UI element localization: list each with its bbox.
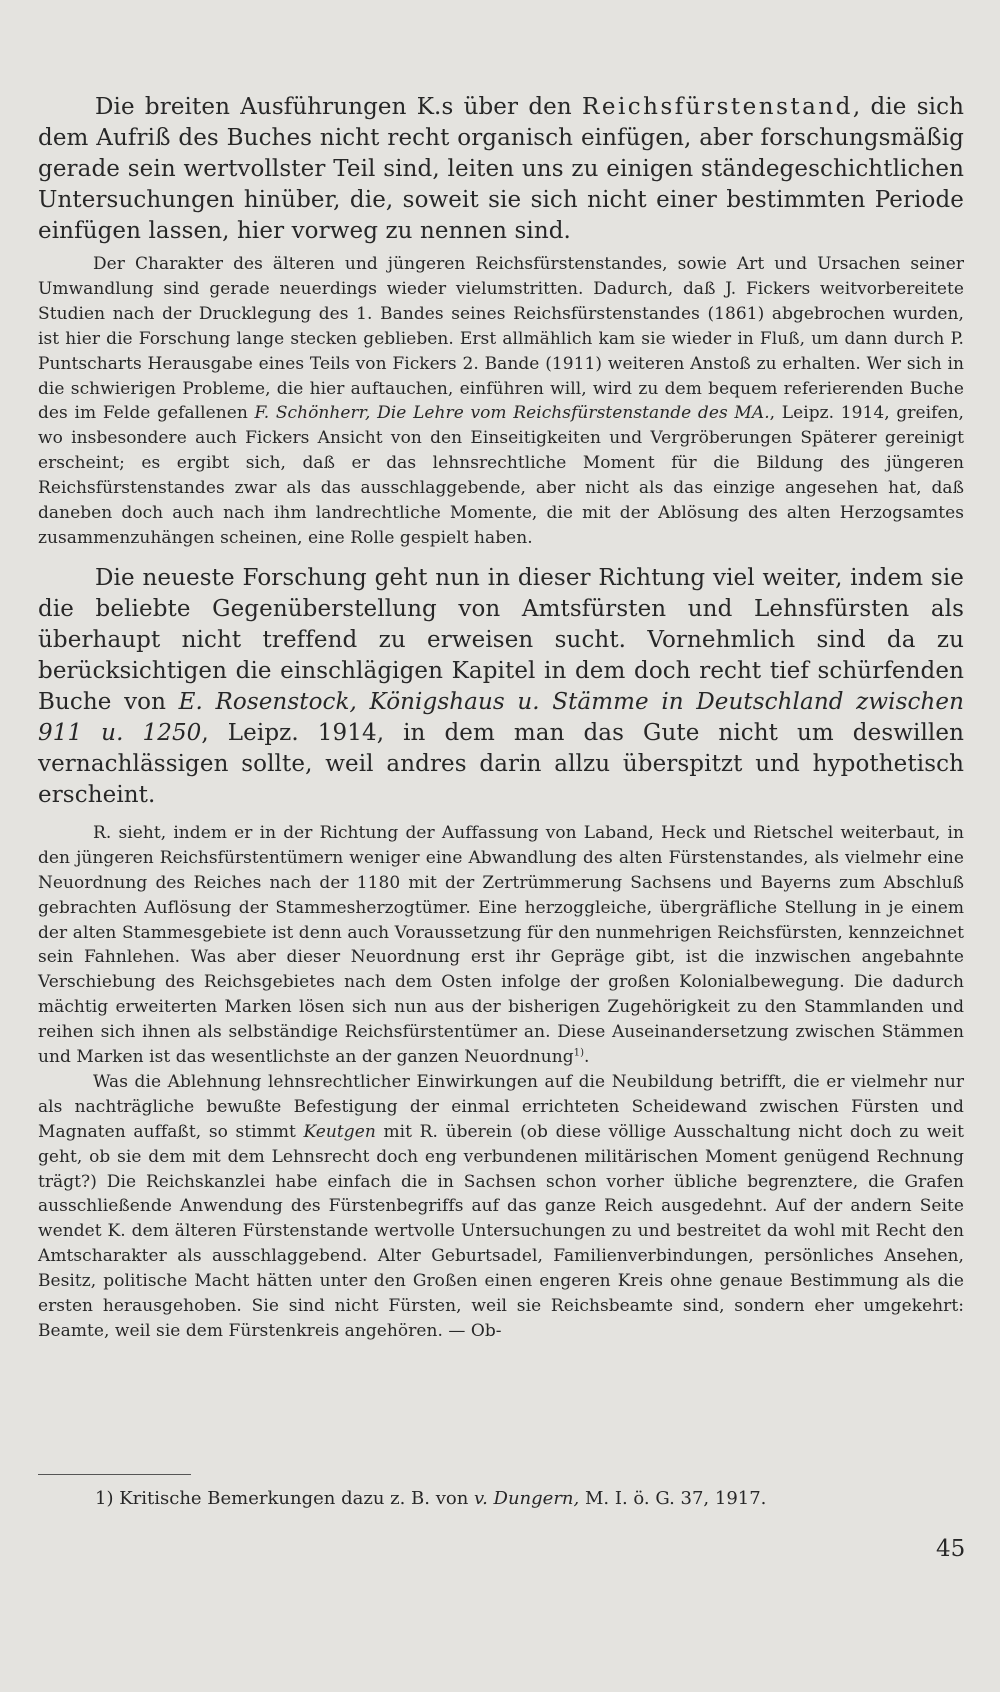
page-number: 45	[936, 1536, 966, 1562]
text-run: , Leipz. 1914, in dem man das Gute nicht um deswillen vernachlässigen sollte, weil andres darin allzu überspitzt und hypothetisch erscheint.	[38, 719, 965, 808]
spaced-emphasis-text: Reichsfürstenstand	[582, 94, 853, 120]
text-run: , Leipz. 1914, greifen, wo insbesondere auch Fickers Ansicht von den Einseitigkeiten und Vergröberungen Späterer gereinigt erscheint; es ergibt sich, daß er das lehnsrechtliche Moment für die Bildung des jüngeren Reichsfürstenstandes zwar als das ausschlaggebende, aber nicht als das einzige angesehen hat, daß daneben doch auch nach ihm landrechtliche Momente, die mit der Ablösung des alten Herzogsamtes zusammenzuhängen scheinen, eine Rolle gespielt haben.	[38, 403, 965, 548]
paragraph-rosenstock-ansicht	[38, 821, 964, 1070]
italic-text: E. Rosenstock, Königshaus u. Stämme in Deutschland zwischen 911 u. 1250	[38, 688, 964, 746]
text-run: Die neueste Forschung geht nun in dieser Richtung viel weiter, indem sie die beliebte Gegenüberstellung von Amtsfürsten und Lehnsfürsten als überhaupt nicht treffend zu erweisen sucht. Vornehmlich sind da zu berücksichtigen die einschlägigen Kapitel in dem doch recht tief schürfenden Buche von	[38, 564, 964, 715]
text-run: Der Charakter des älteren und jüngeren Reichsfürstenstandes, sowie Art und Ursachen seiner Umwandlung sind gerade neuerdings wieder vielumstritten. Dadurch, daß J. Fickers weitvorbereitete Studien nach der Drucklegung des 1. Bandes seines Reichsfürstenstandes (1861) abgebrochen wurden, ist hier die Forschung lange stecken geblieben. Erst allmählich kam sie wieder in Fluß, um dann durch P. Puntscharts Herausgabe eines Teils von Fickers 2. Bande (1911) weiteren Anstoß zu erhalten. Wer sich in die schwierigen Probleme, die hier auftauchen, einführen will, wird zu dem bequem referierenden Buche des im Felde gefallenen	[38, 254, 964, 424]
italic-text: F. Schönherr, Die Lehre vom Reichsfürstenstande des MA.	[254, 403, 770, 424]
footnote-marker: 1)	[95, 1488, 114, 1509]
footnote-text	[113, 1488, 766, 1509]
paragraph-charakter-reichsfuerstenstand	[38, 252, 964, 551]
page-body	[38, 92, 964, 1344]
footnote-reference: 1)	[573, 1047, 585, 1059]
text-run: , die sich dem Aufriß des Buches nicht recht organisch einfügen, aber forschungsmäßig gerade sein wertvollster Teil sind, leiten uns zu einigen ständegeschichtlichen Untersuchungen hinüber, die, soweit sie sich nicht einer bestimmten Periode einfügen lassen, hier vorweg zu nennen sind.	[38, 94, 964, 244]
footnote-separator	[38, 1474, 191, 1475]
footnote-1	[95, 1487, 955, 1511]
text-run: Was die Ablehnung lehnsrechtlicher Einwirkungen auf die Neubildung betrifft, die er vielmehr nur als nachträgliche bewußte Befestigung der einmal errichteten Scheidewand zwischen Fürsten und Magnaten auffaßt, so stimmt	[38, 1071, 964, 1142]
italic-text: Keutgen	[303, 1121, 376, 1142]
text-run: Die breiten Ausführungen K.s über den	[95, 94, 583, 120]
paragraph-reichsfuerstenstand-intro	[38, 92, 964, 247]
text-run: M. I. ö. G. 37, 1917.	[579, 1488, 767, 1509]
italic-text: v. Dungern,	[474, 1488, 580, 1509]
paragraph-lehnsrecht-einwirkungen	[38, 1070, 964, 1344]
text-run: R. sieht, indem er in der Richtung der Auffassung von Laband, Heck und Rietschel weiterbaut, in den jüngeren Reichsfürstentümern weniger eine Abwandlung des alten Fürstenstandes, als vielmehr eine Neuordnung des Reiches nach der 1180 mit der Zertrümmerung Sachsens und Bayerns zum Abschluß gebrachten Auflösung der Stammesherzogtümer. Eine herzoggleiche, übergräfliche Stellung in je einem der alten Stammesgebiete ist denn auch Voraussetzung für den nunmehrigen Reichsfürsten, kennzeichnet sein Fahnlehen. Was aber dieser Neuordnung erst ihr Gepräge gibt, ist die inzwischen angebahnte Verschiebung des Reichsgebietes nach dem Osten infolge der großen Kolonialbewegung. Die dadurch mächtig erweiterten Marken lösen sich nun aus der bisherigen Zugehörigkeit zu den Stammlanden und reihen sich ihnen als selbständige Reichsfürstentümer an. Diese Auseinandersetzung zwischen Stämmen und Marken ist das wesentlichste an der ganzen Neuordnung	[38, 822, 964, 1068]
paragraph-neueste-forschung	[38, 563, 964, 811]
text-run: mit R. überein (ob diese völlige Ausschaltung nicht doch zu weit geht, ob sie dem mit dem Lehnsrecht doch eng verbundenen militärischen Moment genügend Rechnung trägt?) Die Reichskanzlei habe einfach die in Sachsen schon vorher übliche begrenztere, die Grafen ausschließende Anwendung des Fürstenbegriffs auf das ganze Reich ausgedehnt. Auf der andern Seite wendet K. dem älteren Fürstenstande wertvolle Untersuchungen zu und bestreitet da wohl mit Recht den Amtscharakter als ausschlaggebend. Alter Geburtsadel, Familienverbindungen, persönliches Ansehen, Besitz, politische Macht hätten unter den Großen einen engeren Kreis ohne genaue Bestimmung als die ersten herausgehoben. Sie sind nicht Fürsten, weil sie Reichsbeamte sind, sondern eher umgekehrt: Beamte, weil sie dem Fürstenkreis angehören. — Ob-	[38, 1121, 964, 1341]
text-run: .	[584, 1047, 590, 1068]
text-run: Kritische Bemerkungen dazu z. B. von	[113, 1488, 475, 1509]
